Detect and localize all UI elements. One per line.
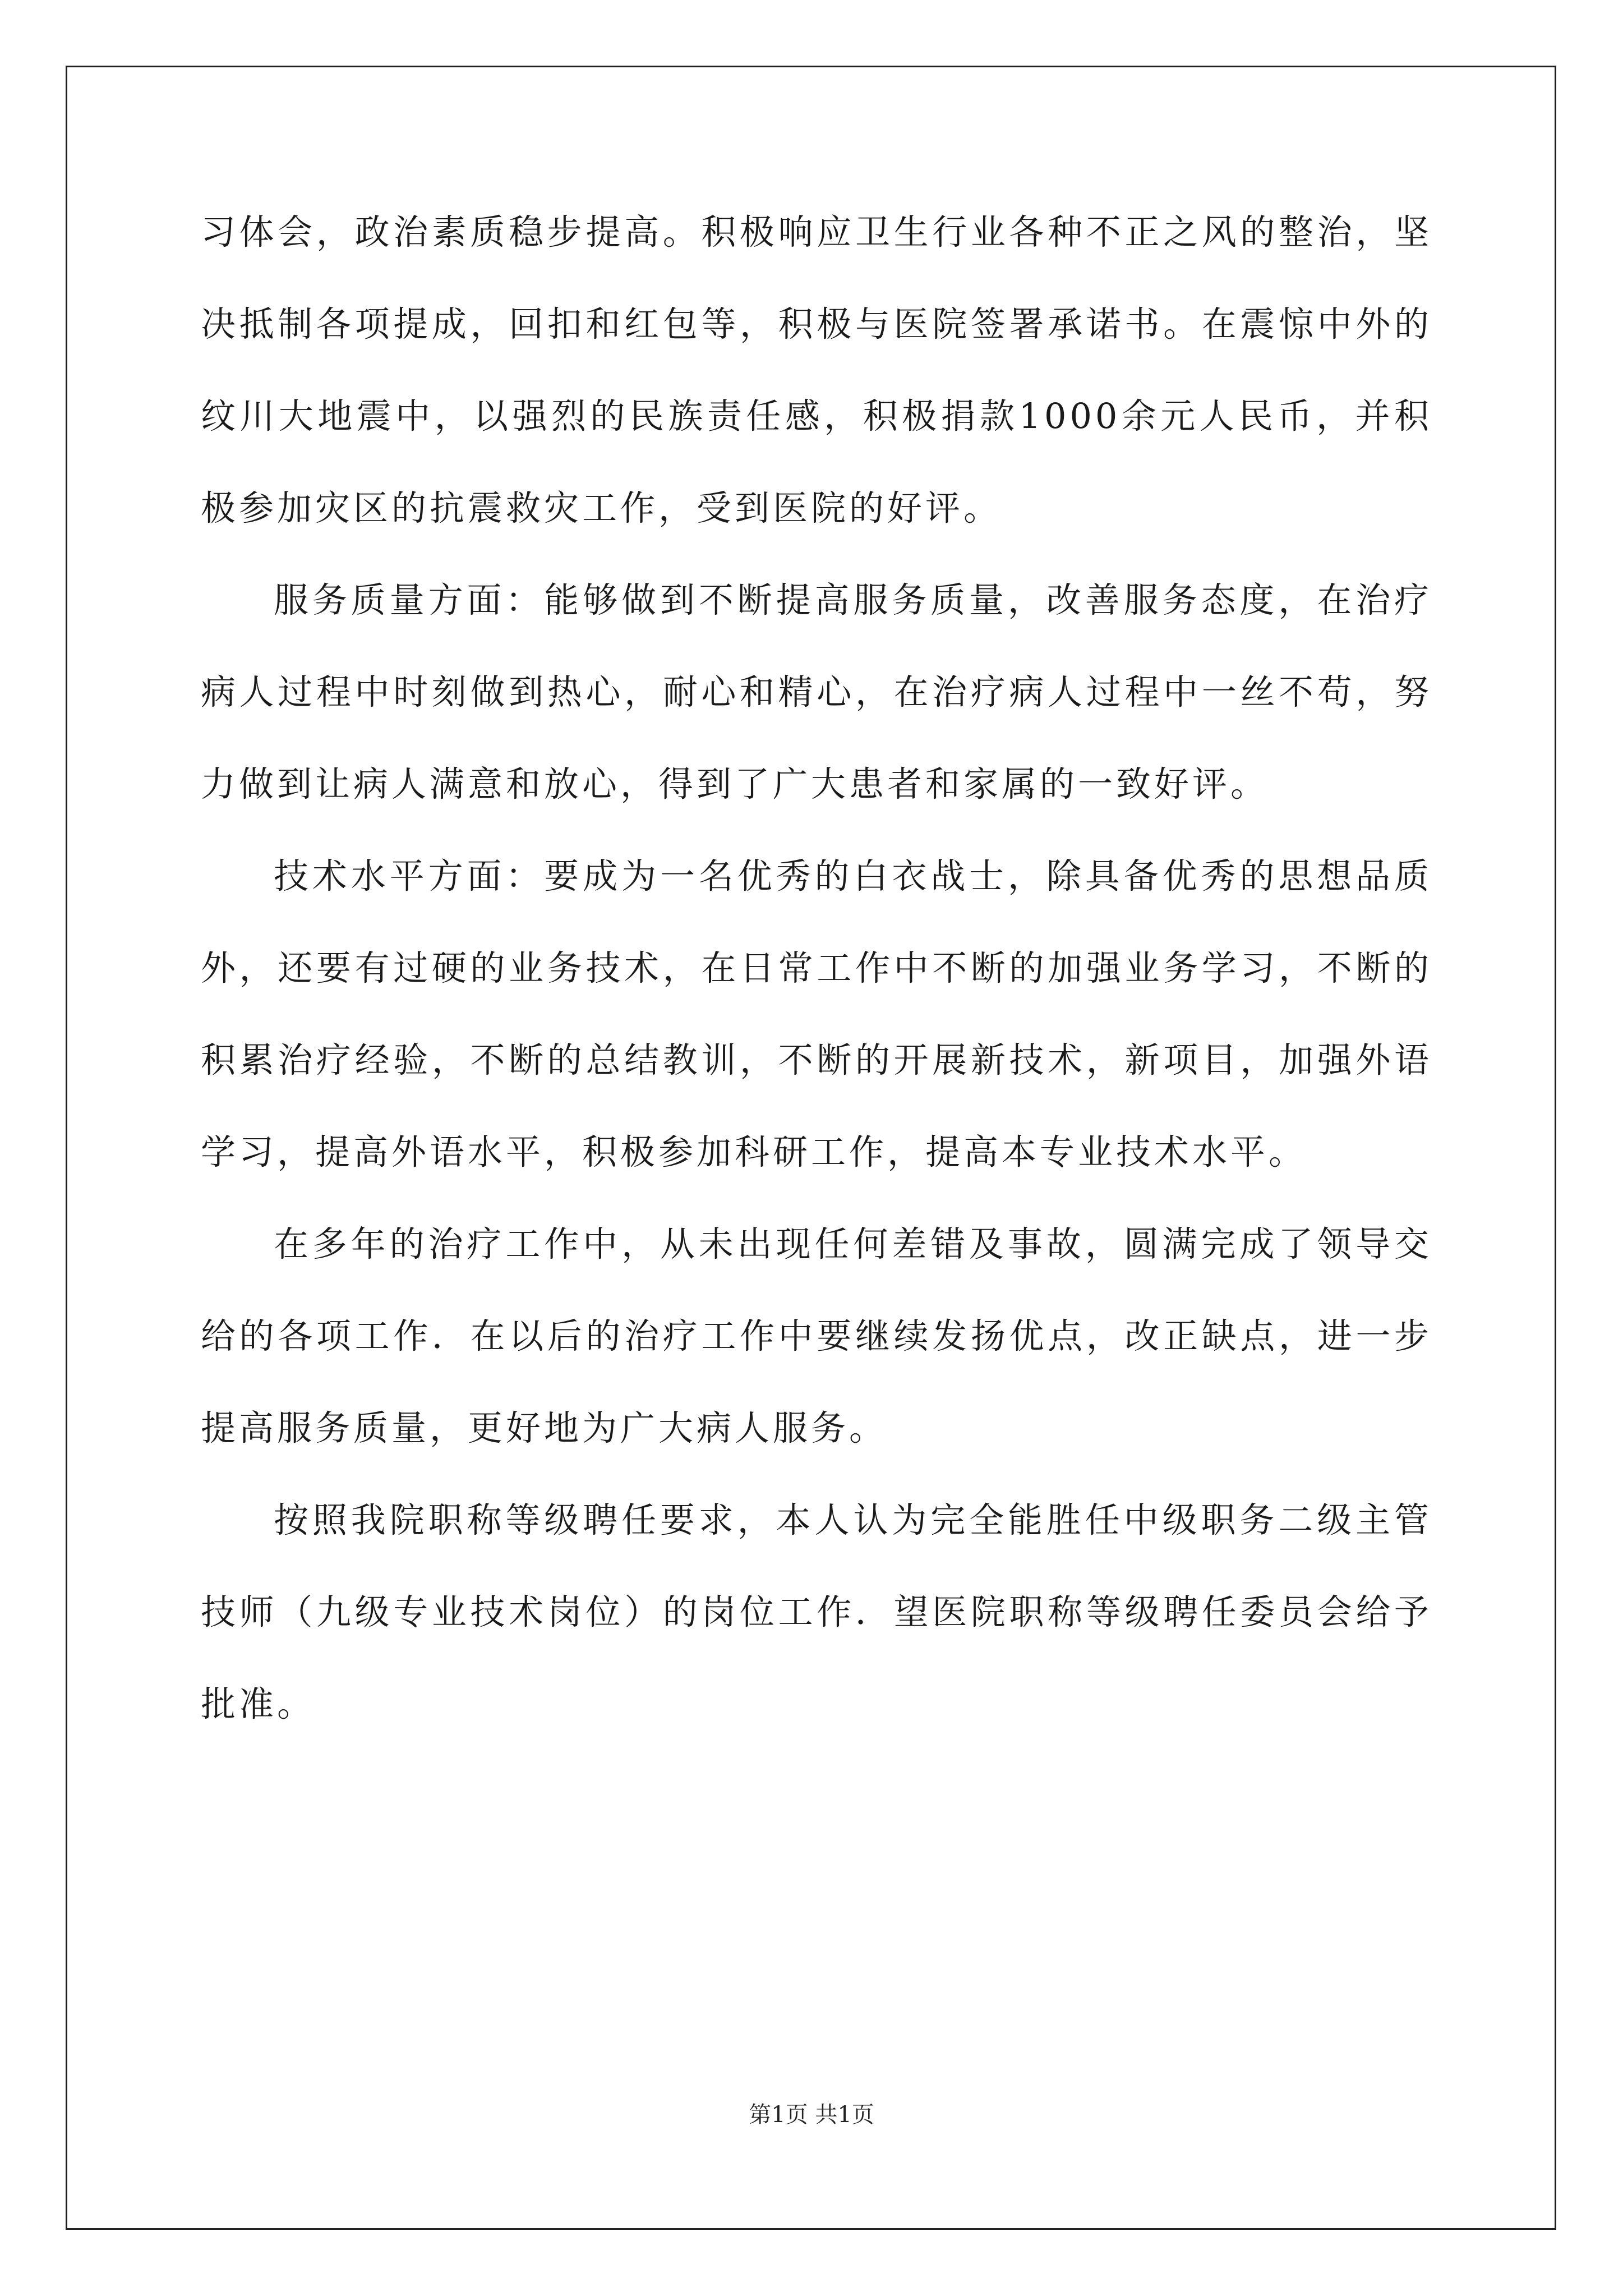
paragraph: 在多年的治疗工作中，从未出现任何差错及事故，圆满完成了领导交给的各项工作．在以后的治疗工作中要继续发扬优点，改正缺点，进一步提高服务质量，更好地为广大病人服务。 — [201, 1223, 1432, 1448]
paragraph: 按照我院职称等级聘任要求，本人认为完全能胜任中级职务二级主管技师（九级专业技术岗位）的岗位工作．望医院职称等级聘任委员会给予批准。 — [201, 1499, 1432, 1724]
paragraph: 习体会，政治素质稳步提高。积极响应卫生行业各种不正之风的整治，坚决抵制各项提成，回扣和红包等，积极与医院签署承诺书。在震惊中外的纹川大地震中，以强烈的民族责任感，积极捐款1000余元人民币，并积极参加灾区的抗震救灾工作，受到医院的好评。 — [201, 211, 1432, 528]
page-number-footer: 第1页 共1页 — [749, 2102, 874, 2128]
paragraph: 技术水平方面：要成为一名优秀的白衣战士，除具备优秀的思想品质外，还要有过硬的业务技术，在日常工作中不断的加强业务学习，不断的积累治疗经验，不断的总结教训，不断的开展新技术，新项目，加强外语学习，提高外语水平，积极参加科研工作，提高本专业技术水平。 — [201, 855, 1432, 1172]
paragraph: 服务质量方面：能够做到不断提高服务质量，改善服务态度，在治疗病人过程中时刻做到热心，耐心和精心，在治疗病人过程中一丝不苟，努力做到让病人满意和放心，得到了广大患者和家属的一致好评。 — [201, 579, 1432, 804]
document-body — [201, 186, 1432, 1750]
